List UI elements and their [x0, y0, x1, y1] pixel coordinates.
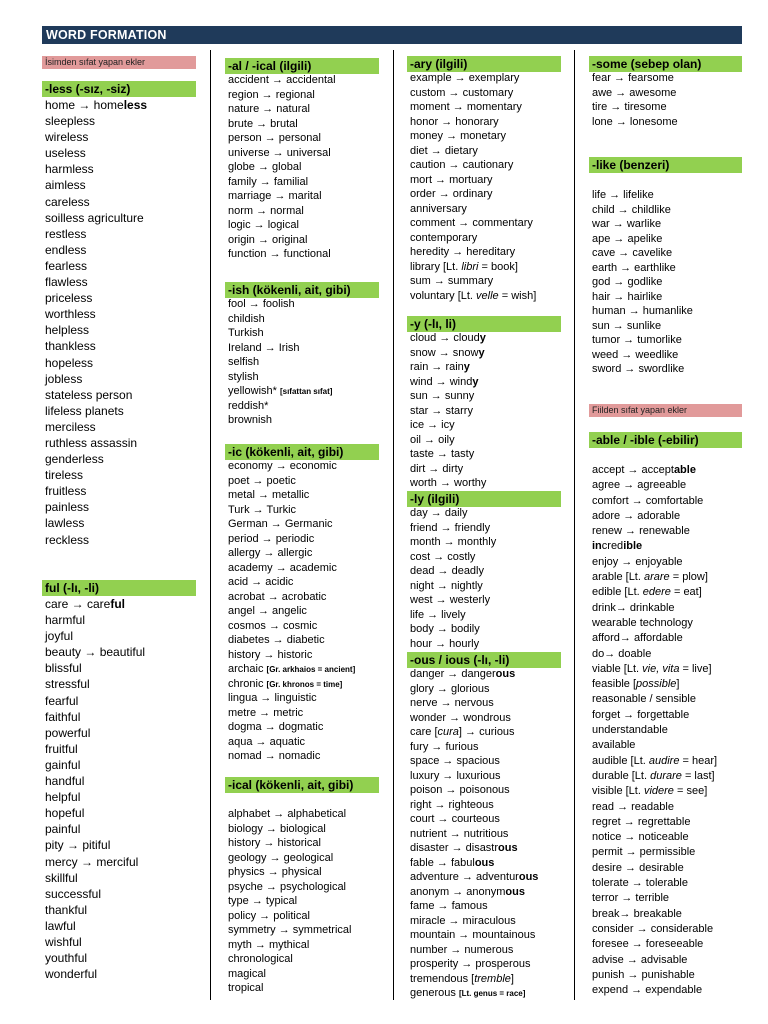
word-entry: physics → physical	[228, 866, 322, 878]
word-entry: comfort → comfortable	[592, 494, 704, 507]
word-entry: useless	[45, 146, 86, 161]
word-entry: available	[592, 739, 636, 752]
word-entry: human → humanlike	[592, 305, 693, 317]
word-entry: star → starry	[410, 404, 473, 417]
word-entry: prosperity → prosperous	[410, 958, 531, 970]
column-divider	[574, 50, 575, 1000]
word-entry: custom → customary	[410, 86, 514, 99]
word-entry: aimless	[45, 178, 86, 193]
word-entry: painless	[45, 500, 90, 515]
word-entry: wonderful	[45, 967, 98, 982]
word-entry: expend → expendable	[592, 984, 703, 997]
word-entry: gainful	[45, 757, 81, 772]
word-entry: magical	[228, 967, 266, 980]
word-entry: family → familial	[228, 175, 309, 188]
word-entry: childish	[228, 312, 265, 325]
word-entry: voluntary [Lt. velle = wish]	[410, 289, 537, 302]
word-entry: cosmos → cosmic	[228, 619, 318, 632]
word-entry: dirt → dirty	[410, 462, 464, 475]
word-list-ly	[410, 506, 496, 651]
word-entry: tire → tiresome	[592, 101, 667, 113]
word-entry: priceless	[45, 291, 93, 306]
word-entry: child → childlike	[592, 203, 671, 216]
word-entry: harmful	[45, 613, 86, 628]
section-header-al-ical: -al / -ical (ilgili)	[225, 58, 379, 74]
word-entry: fearful	[45, 693, 79, 708]
word-entry: fruitful	[45, 741, 78, 756]
word-list-al-ical	[228, 73, 336, 262]
word-entry: sleepless	[45, 114, 96, 129]
word-entry: fruitless	[45, 484, 87, 499]
word-entry: understandable	[592, 724, 668, 737]
word-entry: youthful	[45, 951, 88, 966]
word-entry: anniversary	[410, 202, 467, 215]
word-entry: cloud → cloudy	[410, 332, 486, 344]
word-entry: audible [Lt. audire = hear]	[592, 754, 718, 767]
word-entry: anonym → anonymous	[410, 885, 525, 898]
word-entry: hopeless	[45, 355, 94, 370]
word-list-less	[45, 97, 147, 548]
word-entry: miracle → miraculous	[410, 914, 516, 927]
word-entry: fury → furious	[410, 740, 479, 753]
word-entry: oil → oily	[410, 433, 455, 446]
word-entry: Turkish	[228, 327, 264, 339]
word-entry: feasible [possible]	[592, 678, 680, 691]
word-entry: history → historical	[228, 837, 321, 849]
word-entry: wind → windy	[410, 375, 479, 388]
word-entry: alphabet → alphabetical	[228, 808, 347, 820]
word-entry: tolerate → tolerable	[592, 877, 688, 890]
word-entry: geology → geological	[228, 851, 334, 864]
word-entry: right → righteous	[410, 798, 494, 811]
word-entry: reasonable / sensible	[592, 693, 696, 706]
word-entry: earth → earthlike	[592, 261, 676, 274]
word-entry: awe → awesome	[592, 86, 677, 99]
word-entry: biology → biological	[228, 822, 326, 835]
word-entry: snow → snowy	[410, 346, 485, 359]
word-entry: harmless	[45, 162, 94, 177]
word-entry: endless	[45, 242, 87, 257]
column-divider	[210, 50, 211, 1000]
word-entry: history → historic	[228, 648, 313, 661]
word-entry: economy → economic	[228, 460, 337, 472]
word-entry: home → homeless	[45, 98, 148, 112]
word-entry: acid → acidic	[228, 576, 294, 588]
word-entry: stateless person	[45, 387, 133, 402]
word-entry: flawless	[45, 275, 88, 290]
word-entry: rain → rainy	[410, 361, 470, 373]
word-entry: mort → mortuary	[410, 173, 493, 186]
word-entry: tireless	[45, 468, 84, 483]
word-entry: fear → fearsome	[592, 72, 674, 84]
word-entry: thankless	[45, 339, 96, 354]
word-entry: person → personal	[228, 132, 321, 144]
word-entry: selfish	[228, 356, 260, 368]
word-entry: careless	[45, 194, 90, 209]
word-entry: diabetes → diabetic	[228, 634, 325, 646]
word-entry: example → exemplary	[410, 72, 520, 84]
word-entry: hopeful	[45, 806, 85, 821]
word-entry: ice → icy	[410, 419, 455, 431]
word-entry: tremendous [tremble]	[410, 972, 514, 985]
word-entry: lifeless planets	[45, 403, 124, 418]
word-entry: successful	[45, 886, 102, 901]
word-entry: heredity → hereditary	[410, 246, 516, 258]
word-entry: regret → regrettable	[592, 815, 691, 828]
word-list-ful	[45, 596, 145, 982]
word-entry: origin → original	[228, 233, 308, 246]
word-entry: adventure → adventurous	[410, 871, 539, 883]
word-entry: lingua → linguistic	[228, 692, 317, 704]
word-entry: yellowish* [sıfattan sıfat]	[228, 385, 333, 397]
word-entry: metal → metallic	[228, 489, 310, 501]
word-entry: dogma → dogmatic	[228, 721, 324, 733]
word-entry: agree → agreeable	[592, 479, 687, 492]
word-entry: luxury → luxurious	[410, 769, 501, 782]
noun-adjective-label: İsimden sıfat yapan ekler	[42, 56, 196, 69]
word-entry: night → nightly	[410, 579, 483, 592]
section-header-y: -y (-lı, li)	[407, 316, 561, 332]
section-header-ly: -ly (ilgili)	[407, 491, 561, 507]
word-entry: body → bodily	[410, 623, 480, 635]
word-entry: globe → global	[228, 161, 302, 173]
word-entry: care [cura] → curious	[410, 726, 515, 738]
word-entry: fable → fabulous	[410, 856, 495, 869]
word-entry: arable [Lt. arare = plow]	[592, 571, 708, 584]
word-entry: number → numerous	[410, 943, 514, 956]
word-entry: god → godlike	[592, 276, 663, 288]
word-entry: fearless	[45, 258, 88, 273]
word-entry: myth → mythical	[228, 938, 310, 951]
word-entry: worthless	[45, 307, 96, 322]
word-entry: hour → hourly	[410, 637, 480, 650]
word-entry: danger → dangerous	[410, 668, 516, 680]
word-entry: beauty → beautiful	[45, 645, 146, 660]
word-entry: stressful	[45, 677, 90, 692]
word-entry: metre → metric	[228, 706, 304, 719]
word-entry: cave → cavelike	[592, 247, 673, 259]
word-entry: west → westerly	[410, 594, 491, 606]
word-entry: enjoy → enjoyable	[592, 555, 683, 568]
word-entry: durable [Lt. durare = last]	[592, 769, 715, 782]
word-entry: life → lively	[410, 608, 466, 621]
verb-adjective-label: Fiilden sıfat yapan ekler	[589, 404, 742, 417]
word-entry: edible [Lt. edere = eat]	[592, 586, 702, 599]
word-list-ic	[228, 459, 355, 764]
word-entry: weed → weedlike	[592, 348, 679, 361]
word-entry: pity → pitiful	[45, 838, 111, 853]
word-entry: ruthless assassin	[45, 435, 138, 450]
word-entry: tumor → tumorlike	[592, 334, 682, 346]
word-entry: drink→ drinkable	[592, 601, 675, 614]
word-entry: thankful	[45, 902, 88, 917]
word-entry: symmetry → symmetrical	[228, 924, 352, 936]
word-entry: lone → lonesome	[592, 115, 678, 128]
word-entry: renew → renewable	[592, 525, 690, 538]
word-entry: German → Germanic	[228, 518, 333, 530]
word-entry: reckless	[45, 532, 90, 547]
word-entry: generous [Lt. genus = race]	[410, 987, 526, 999]
word-entry: universe → universal	[228, 146, 331, 159]
word-entry: visible [Lt. videre = see]	[592, 785, 708, 798]
word-entry: lawful	[45, 918, 76, 933]
word-entry: mountain → mountainous	[410, 929, 536, 941]
word-entry: nutrient → nutritious	[410, 827, 509, 840]
section-header-like: -like (benzeri)	[589, 157, 742, 173]
word-entry: academy → academic	[228, 561, 337, 574]
word-entry: hair → hairlike	[592, 290, 663, 303]
word-entry: sun → sunny	[410, 390, 475, 402]
word-entry: forget → forgettable	[592, 708, 690, 721]
word-entry: policy → political	[228, 909, 310, 922]
column-divider	[393, 50, 394, 1000]
word-entry: brownish	[228, 414, 273, 426]
word-entry: joyful	[45, 629, 74, 644]
section-header-ical: -ical (kökenli, ait, gibi)	[225, 777, 379, 793]
word-entry: wishful	[45, 934, 82, 949]
word-entry: war → warlike	[592, 218, 662, 230]
word-entry: painful	[45, 822, 81, 837]
word-entry: order → ordinary	[410, 188, 493, 200]
word-list-able	[592, 463, 717, 998]
word-entry: sword → swordlike	[592, 363, 685, 375]
word-entry: blissful	[45, 661, 82, 676]
word-entry: nature → natural	[228, 103, 310, 115]
word-entry: jobless	[45, 371, 83, 386]
word-entry: nomad → nomadic	[228, 750, 321, 762]
word-entry: honor → honorary	[410, 115, 499, 128]
word-entry: logic → logical	[228, 219, 299, 231]
word-list-some	[592, 71, 678, 129]
word-list-ary	[410, 71, 536, 303]
word-entry: library [Lt. libri = book]	[410, 260, 518, 273]
section-header-able: -able / -ible (-ebilir)	[589, 432, 742, 448]
word-entry: chronological	[228, 953, 293, 965]
word-entry: acrobat → acrobatic	[228, 590, 327, 603]
word-entry: space → spacious	[410, 755, 500, 767]
word-list-ous	[410, 667, 538, 1001]
word-entry: type → typical	[228, 895, 298, 907]
word-entry: caution → cautionary	[410, 159, 514, 171]
word-entry: dead → deadly	[410, 565, 484, 577]
word-entry: adore → adorable	[592, 509, 681, 522]
word-entry: glory → glorious	[410, 682, 490, 695]
word-entry: genderless	[45, 452, 104, 467]
section-header-some: -some (sebep olan)	[589, 56, 742, 72]
word-entry: life → lifelike	[592, 189, 654, 201]
word-entry: reddish*	[228, 399, 269, 412]
word-entry: wireless	[45, 130, 89, 145]
word-entry: mercy → merciful	[45, 854, 139, 869]
word-entry: poet → poetic	[228, 474, 296, 487]
section-header-ous: -ous / ious (-lı, -li)	[407, 652, 561, 668]
word-entry: read → readable	[592, 800, 674, 813]
word-entry: skillful	[45, 870, 78, 885]
word-entry: helpless	[45, 323, 90, 338]
word-entry: incredible	[592, 540, 643, 553]
word-entry: comment → commentary	[410, 217, 533, 229]
section-header-ful: ful (-lı, -li)	[42, 580, 196, 596]
word-entry: wonder → wondrous	[410, 711, 511, 724]
word-entry: viable [Lt. vie, vita = live]	[592, 662, 712, 675]
word-entry: afford→ affordable	[592, 632, 683, 645]
word-entry: tropical	[228, 982, 264, 994]
word-entry: disaster → disastrous	[410, 842, 518, 854]
word-entry: day → daily	[410, 507, 468, 519]
word-entry: period → periodic	[228, 532, 315, 545]
word-entry: stylish	[228, 370, 259, 383]
word-entry: friend → friendly	[410, 521, 491, 534]
word-entry: allergy → allergic	[228, 547, 313, 559]
word-entry: do→ doable	[592, 647, 652, 660]
word-entry: lawless	[45, 516, 85, 531]
word-list-ish	[228, 297, 332, 428]
word-entry: restless	[45, 226, 87, 241]
word-entry: helpful	[45, 790, 81, 805]
word-entry: marriage → marital	[228, 190, 322, 202]
word-entry: fool → foolish	[228, 298, 295, 310]
word-entry: sun → sunlike	[592, 319, 662, 332]
word-entry: aqua → aquatic	[228, 735, 306, 748]
word-list-y	[410, 331, 486, 491]
word-entry: sum → summary	[410, 275, 494, 287]
word-entry: terror → terrible	[592, 892, 670, 905]
word-entry: cost → costly	[410, 550, 476, 563]
word-entry: norm → normal	[228, 204, 304, 217]
word-entry: moment → momentary	[410, 101, 522, 113]
word-entry: poison → poisonous	[410, 784, 510, 796]
word-entry: desire → desirable	[592, 861, 684, 874]
word-entry: brute → brutal	[228, 117, 298, 130]
word-entry: notice → noticeable	[592, 831, 689, 844]
word-entry: soilless agriculture	[45, 210, 144, 225]
word-entry: month → monthly	[410, 536, 497, 548]
word-entry: permit → permissible	[592, 846, 696, 859]
word-entry: angel → angelic	[228, 605, 307, 617]
page-title: WORD FORMATION	[42, 26, 742, 44]
word-entry: powerful	[45, 725, 91, 740]
word-entry: care → careful	[45, 597, 126, 611]
word-entry: archaic [Gr. arkhaios = ancient]	[228, 663, 356, 675]
word-entry: merciless	[45, 419, 96, 434]
word-entry: ape → apelike	[592, 232, 663, 245]
word-entry: worth → worthy	[410, 477, 487, 489]
section-header-ic: -ic (kökenli, ait, gibi)	[225, 444, 379, 460]
word-entry: accept → acceptable	[592, 464, 696, 476]
word-entry: faithful	[45, 709, 81, 724]
section-header-less: -less (-sız, -siz)	[42, 81, 196, 97]
word-entry: fame → famous	[410, 900, 488, 912]
word-entry: handful	[45, 774, 85, 789]
word-entry: Ireland → Irish	[228, 341, 300, 354]
word-entry: punish → punishable	[592, 968, 695, 981]
word-entry: function → functional	[228, 248, 331, 260]
word-entry: foresee → foreseeable	[592, 938, 704, 951]
word-entry: accident → accidental	[228, 74, 336, 86]
word-entry: contemporary	[410, 231, 478, 244]
word-list-like	[592, 188, 693, 377]
word-entry: advise → advisable	[592, 953, 688, 966]
word-entry: Turk → Turkic	[228, 503, 297, 516]
word-entry: chronic [Gr. khronos = time]	[228, 677, 343, 690]
word-entry: taste → tasty	[410, 448, 475, 460]
word-entry: court → courteous	[410, 813, 500, 825]
word-entry: region → regional	[228, 88, 315, 101]
word-entry: psyche → psychological	[228, 880, 347, 893]
word-entry: diet → dietary	[410, 144, 478, 157]
section-header-ish: -ish (kökenli, ait, gibi)	[225, 282, 379, 298]
word-entry: consider → considerable	[592, 922, 714, 935]
word-entry: wearable technology	[592, 616, 693, 629]
word-list-ical	[228, 807, 351, 996]
word-entry: nerve → nervous	[410, 697, 494, 709]
word-entry: money → monetary	[410, 130, 506, 142]
word-entry: break→ breakable	[592, 907, 682, 920]
section-header-ary: -ary (ilgili)	[407, 56, 561, 72]
